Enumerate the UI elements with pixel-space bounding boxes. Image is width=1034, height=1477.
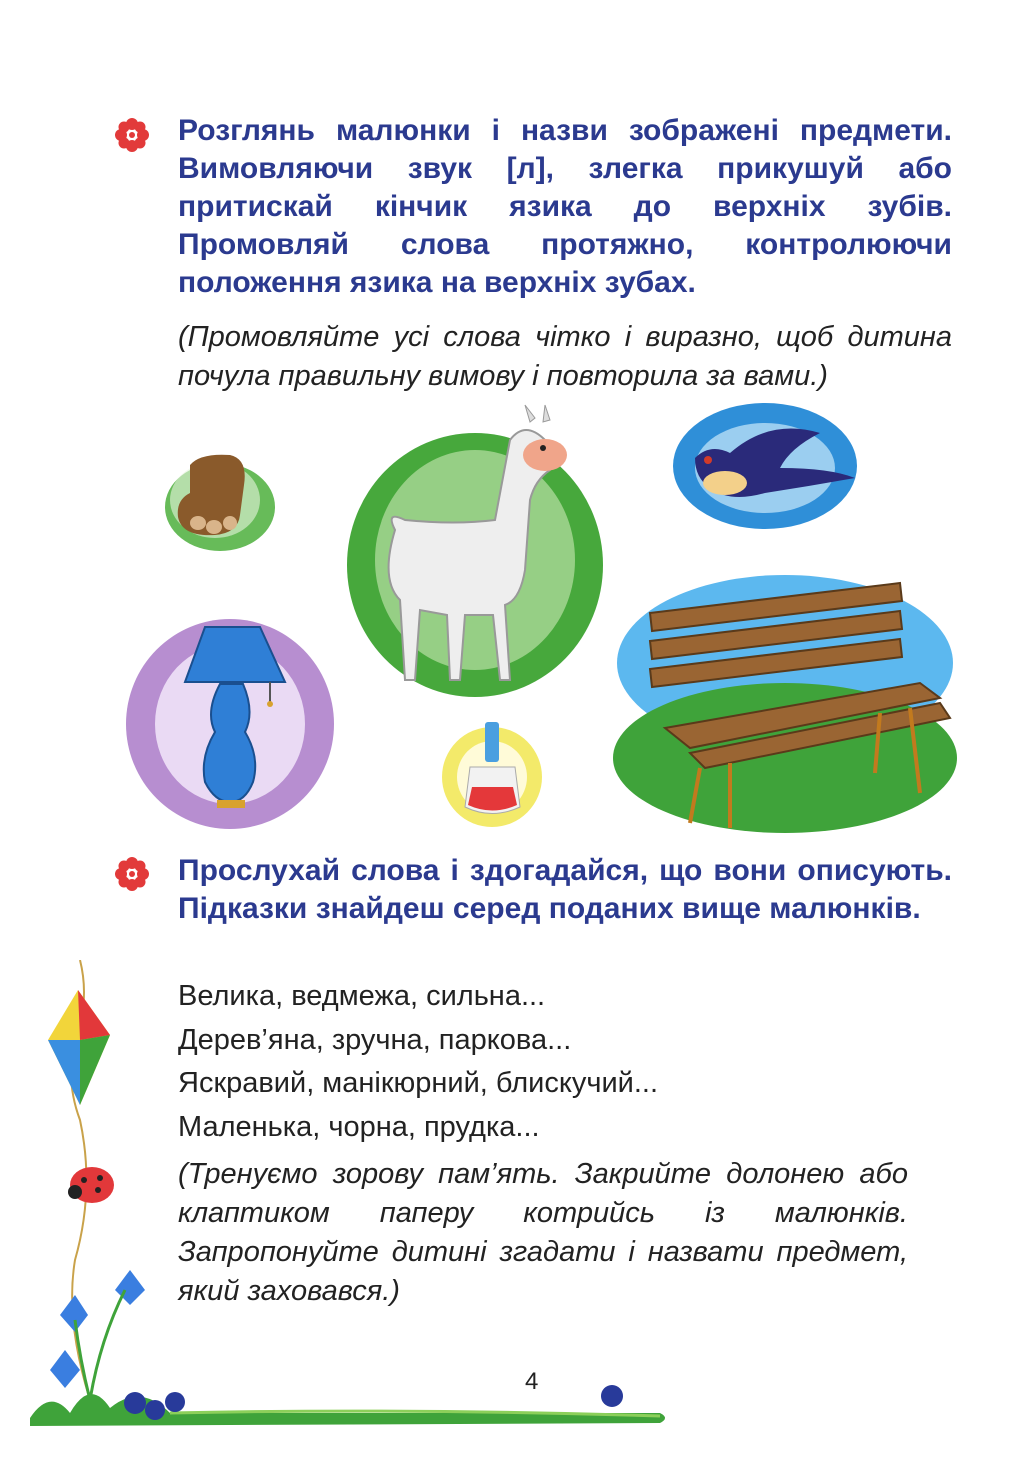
ladybug-icon [68,1167,114,1203]
kite-decoration [20,960,160,1410]
flower-bullet-icon [113,855,151,893]
flower-bullet-icon [113,116,151,154]
task-1-instruction: Розглянь малюнки і назви зображені предмети. Вимовляючи звук [л], злегка прикушуй або притискай кінчик язика до верхніх зубів. Промовляй слова протяжно, контролюючи положення язика на верхніх зубах. [178,114,952,299]
grass-border-decoration [30,1368,670,1428]
park-bench-picture [610,573,960,835]
riddle-item: Маленька, чорна, прудка... [178,1110,540,1143]
riddle-item: Дерев’яна, зручна, паркова... [178,1023,572,1056]
swallow-picture [670,398,860,533]
riddle-item: Яскравий, манікюрний, блискучий... [178,1067,659,1099]
task-1-parent-note: (Промовляйте усі слова чітко і виразно, щоб дитина почула правильну вимову і повторила за вами.) [178,321,952,392]
riddle-list [178,975,658,1149]
page-number: 4 [525,1368,539,1395]
nail-polish-picture [440,712,545,830]
task-2-parent-note: (Тренуємо зорову пам’ять. Закрийте долонею або клаптиком паперу котрийсь із малюнків. Запропонуйте дитині згадати і назвати предмет, який заховався.) [178,1158,908,1307]
llama-picture [345,400,610,700]
riddle-item: Велика, ведмежа, сильна... [178,980,546,1012]
bear-paw-picture [160,445,275,555]
table-lamp-picture [125,612,335,830]
task-2-instruction: Прослухай слова і здогадайся, що вони описують. Підказки знайдеш серед поданих вище малюнків. [178,854,952,925]
